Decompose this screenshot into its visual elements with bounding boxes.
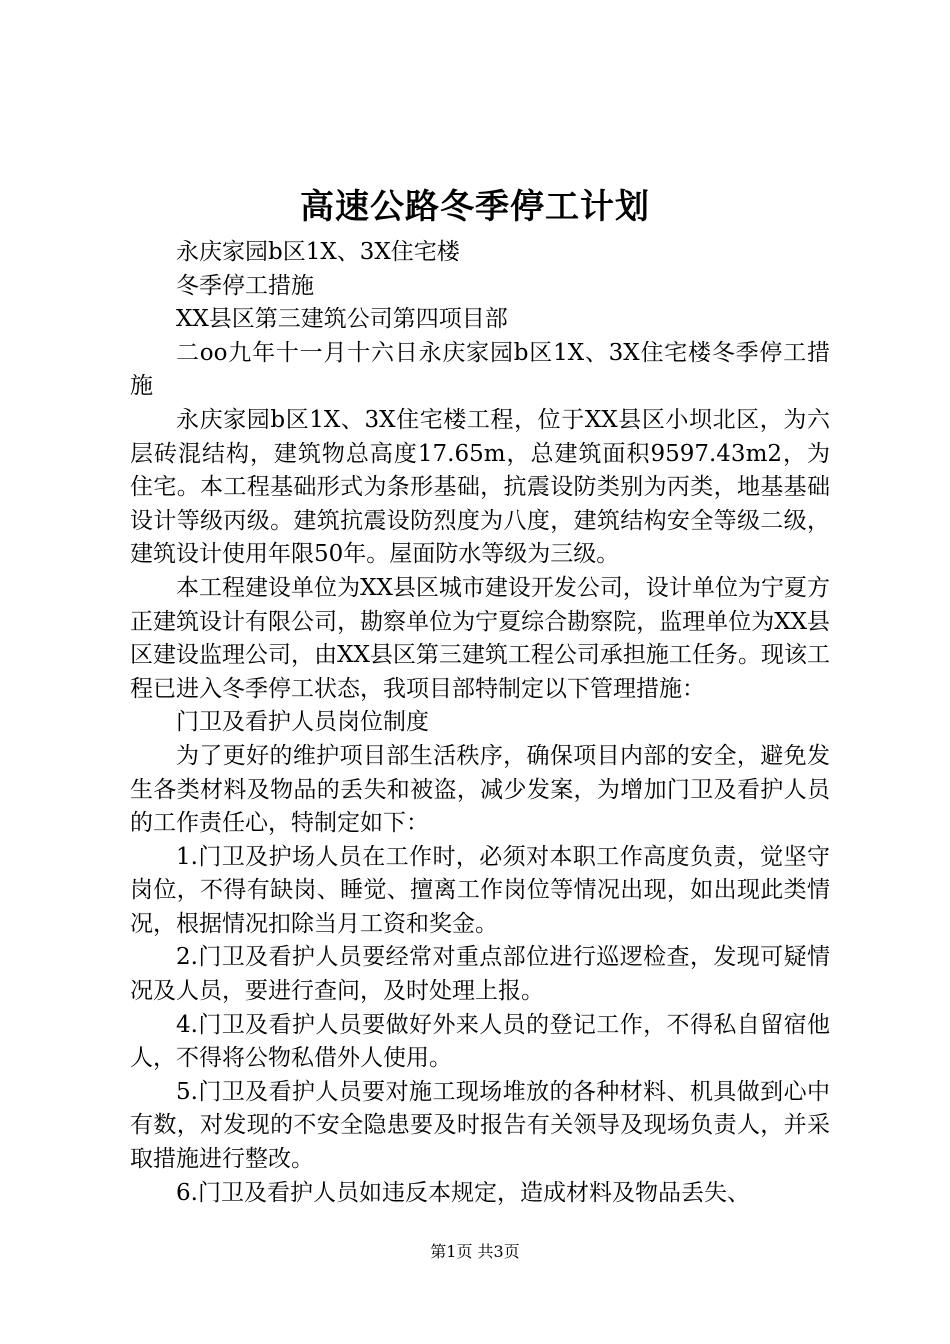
document-body [130,236,830,1210]
list-item-rule-6: 6.门卫及看护人员如违反本规定，造成材料及物品丢失、 [176,1179,750,1206]
document-title: 高速公路冬季停工计划 [300,187,650,227]
section-heading-guard-rules: 门卫及看护人员岗位制度 [176,709,429,736]
list-item-rule-4: 4.门卫及看护人员要做好外来人员的登记工作，不得私自留宿他人，不得将公物私借外人使用。 [130,1011,830,1072]
paragraph-units: 本工程建设单位为XX县区城市建设开发公司，设计单位为宁夏方正建筑设计有限公司，勘察单位为宁夏综合勘察院，监理单位为XX县区建设监理公司，由XX县区第三建筑工程公司承担施工任务。现该工程已进入冬季停工状态，我项目部特制定以下管理措施： [130,574,830,702]
list-item-rule-5: 5.门卫及看护人员要对施工现场堆放的各种材料、机具做到心中有数，对发现的不安全隐患要及时报告有关领导及现场负责人，并采取措施进行整改。 [130,1078,830,1173]
paragraph-project-name: 永庆家园b区1X、3X住宅楼 [176,239,460,265]
paragraph-date-heading: 二oo九年十一月十六日永庆家园b区1X、3X住宅楼冬季停工措施 [130,339,830,400]
page-number-footer: 第1页 共3页 [430,1242,520,1261]
paragraph-project-overview: 永庆家园b区1X、3X住宅楼工程，位于XX县区小坝北区，为六层砖混结构，建筑物总高度17.65m，总建筑面积9597.43m2，为住宅。本工程基础形式为条形基础，抗震设防类别为丙类，地基基础设计等级丙级。建筑抗震设防烈度为八度，建筑结构安全等级二级，建筑设计使用年限50年。屋面防水等级为三级。 [130,406,830,568]
paragraph-subtitle: 冬季停工措施 [176,272,314,299]
list-item-rule-1: 1.门卫及护场人员在工作时，必须对本职工作高度负责，觉坚守岗位，不得有缺岗、睡觉、擅离工作岗位等情况出现，如出现此类情况，根据情况扣除当月工资和奖金。 [130,843,830,937]
paragraph-guard-intro: 为了更好的维护项目部生活秩序，确保项目内部的安全，避免发生各类材料及物品的丢失和被盗，减少发案，为增加门卫及看护人员的工作责任心，特制定如下： [130,742,830,837]
paragraph-company: XX县区第三建筑公司第四项目部 [176,306,508,333]
list-item-rule-2: 2.门卫及看护人员要经常对重点部位进行巡逻检查，发现可疑情况及人员，要进行查问，及时处理上报。 [130,944,830,1005]
